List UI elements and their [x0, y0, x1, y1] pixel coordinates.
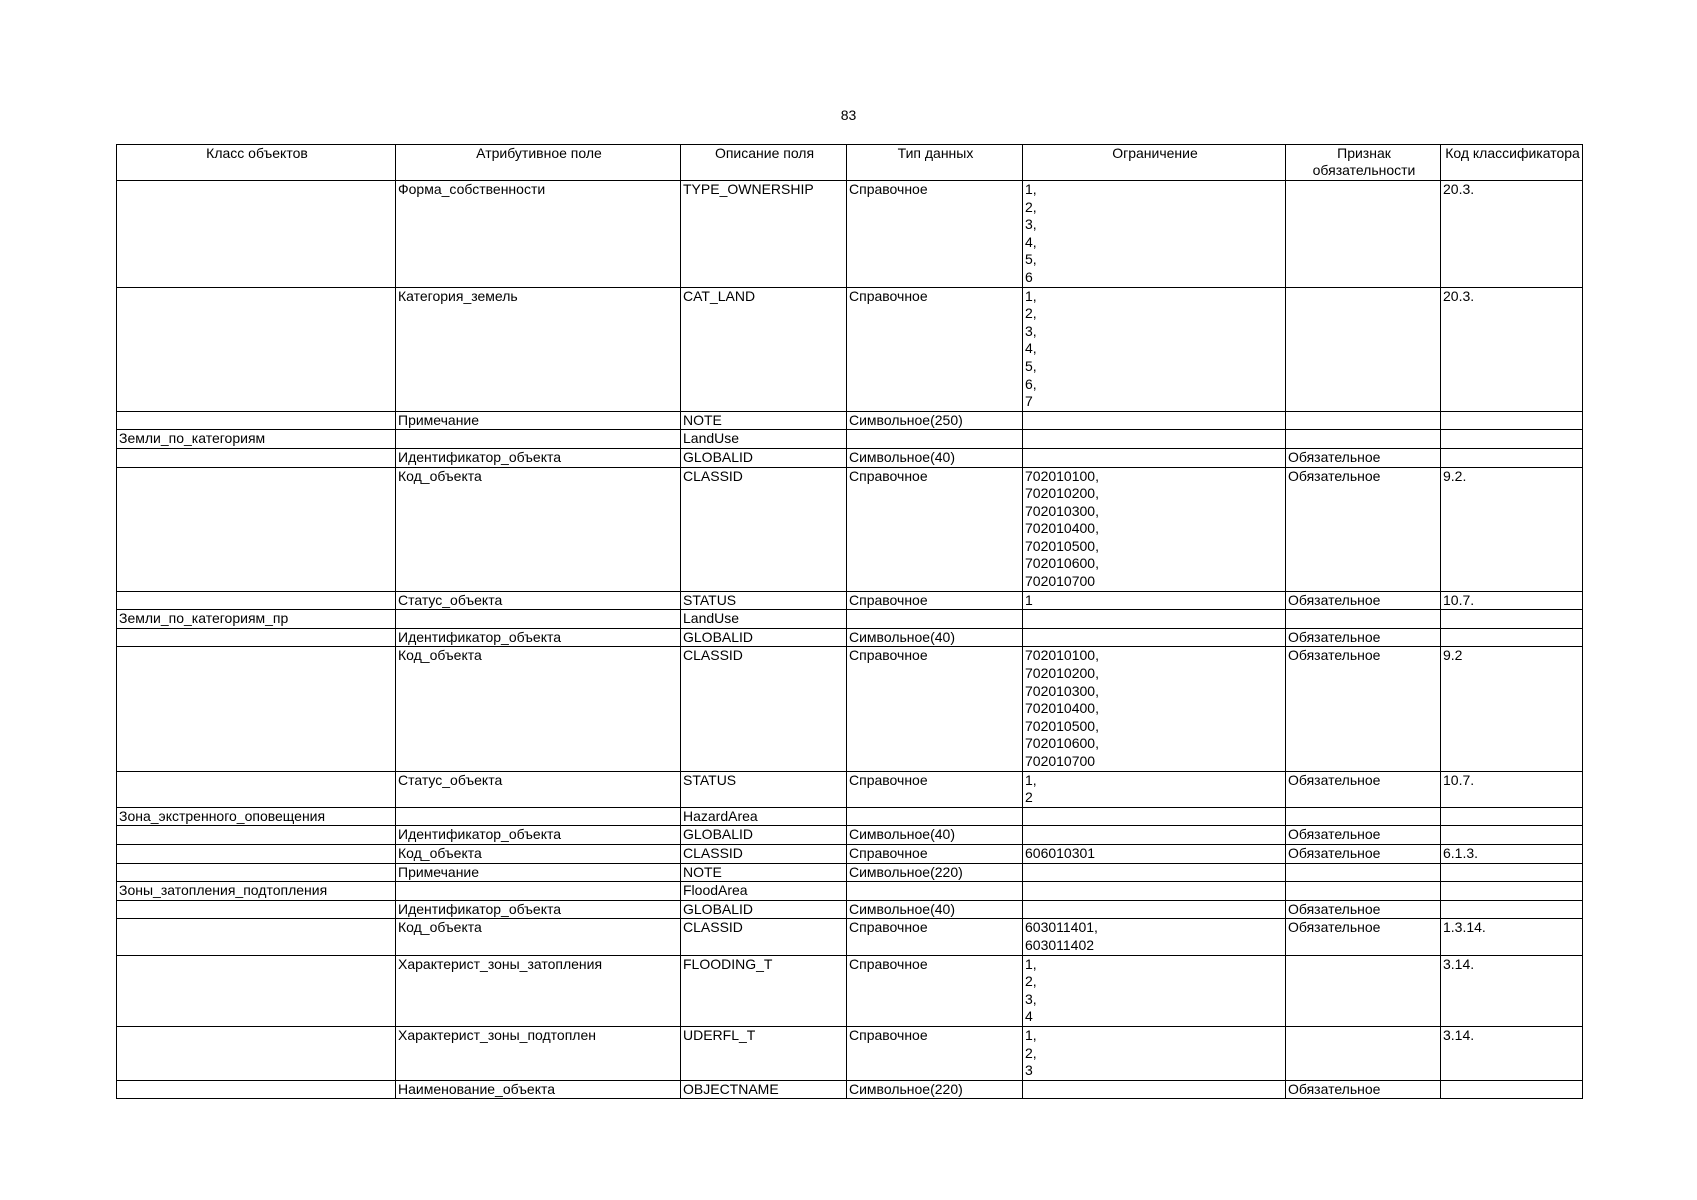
table-row: [117, 181, 1583, 288]
classifier-code-cell: 10.7.: [1441, 771, 1583, 807]
classifier-code-cell: 1.3.14.: [1441, 919, 1583, 955]
table-row: [117, 430, 1583, 449]
classifier-code-cell: [1441, 430, 1583, 449]
classifier-code-cell: 6.1.3.: [1441, 844, 1583, 863]
table-row: [117, 448, 1583, 467]
description-cell: STATUS: [681, 591, 847, 610]
classifier-code-cell: 20.3.: [1441, 181, 1583, 288]
data-type-cell: Справочное: [847, 1026, 1023, 1080]
description-cell: CLASSID: [681, 844, 847, 863]
description-cell: FLOODING_T: [681, 955, 847, 1026]
classifier-code-cell: [1441, 826, 1583, 845]
column-header-classifier-code: Код классификатора: [1441, 145, 1583, 181]
class-cell: [117, 287, 396, 411]
classifier-code-cell: 9.2.: [1441, 467, 1583, 591]
attribute-cell: [396, 430, 681, 449]
data-type-cell: Символьное(40): [847, 628, 1023, 647]
data-type-cell: [847, 430, 1023, 449]
class-cell: [117, 826, 396, 845]
table-row: [117, 1026, 1583, 1080]
data-type-cell: Символьное(40): [847, 900, 1023, 919]
required-cell: Обязательное: [1286, 900, 1441, 919]
class-cell: [117, 181, 396, 288]
attribute-cell: [396, 882, 681, 901]
constraint-cell: [1023, 430, 1286, 449]
classifier-code-cell: [1441, 448, 1583, 467]
description-cell: CLASSID: [681, 919, 847, 955]
required-cell: Обязательное: [1286, 647, 1441, 771]
data-type-cell: Справочное: [847, 844, 1023, 863]
data-type-cell: [847, 610, 1023, 629]
class-cell: [117, 591, 396, 610]
attribute-cell: Идентификатор_объекта: [396, 628, 681, 647]
attribute-cell: [396, 610, 681, 629]
class-cell: [117, 448, 396, 467]
description-cell: UDERFL_T: [681, 1026, 847, 1080]
class-cell: [117, 844, 396, 863]
table-row: [117, 411, 1583, 430]
constraint-cell: [1023, 863, 1286, 882]
class-cell: Зоны_затопления_подтопления: [117, 882, 396, 901]
data-type-cell: Символьное(220): [847, 863, 1023, 882]
description-cell: GLOBALID: [681, 900, 847, 919]
class-cell: [117, 863, 396, 882]
description-cell: FloodArea: [681, 882, 847, 901]
classifier-code-cell: 3.14.: [1441, 955, 1583, 1026]
attribute-table: [116, 144, 1583, 1099]
attribute-cell: Идентификатор_объекта: [396, 900, 681, 919]
required-cell: [1286, 955, 1441, 1026]
description-cell: GLOBALID: [681, 628, 847, 647]
column-header-data-type: Тип данных: [847, 145, 1023, 181]
constraint-cell: 603011401, 603011402: [1023, 919, 1286, 955]
class-cell: Земли_по_категориям: [117, 430, 396, 449]
constraint-cell: [1023, 628, 1286, 647]
constraint-cell: [1023, 882, 1286, 901]
table-row: [117, 919, 1583, 955]
data-type-cell: Справочное: [847, 287, 1023, 411]
data-type-cell: Справочное: [847, 467, 1023, 591]
data-type-cell: Справочное: [847, 647, 1023, 771]
description-cell: GLOBALID: [681, 826, 847, 845]
table-body: [117, 181, 1583, 1099]
required-cell: [1286, 610, 1441, 629]
required-cell: Обязательное: [1286, 628, 1441, 647]
required-cell: Обязательное: [1286, 591, 1441, 610]
classifier-code-cell: [1441, 411, 1583, 430]
table-row: [117, 610, 1583, 629]
required-cell: Обязательное: [1286, 448, 1441, 467]
description-cell: CLASSID: [681, 467, 847, 591]
attribute-cell: Код_объекта: [396, 647, 681, 771]
description-cell: LandUse: [681, 430, 847, 449]
constraint-cell: 1, 2: [1023, 771, 1286, 807]
class-cell: Земли_по_категориям_пр: [117, 610, 396, 629]
required-cell: Обязательное: [1286, 919, 1441, 955]
required-cell: [1286, 882, 1441, 901]
constraint-cell: 606010301: [1023, 844, 1286, 863]
required-cell: Обязательное: [1286, 771, 1441, 807]
description-cell: TYPE_OWNERSHIP: [681, 181, 847, 288]
page-number: 83: [840, 107, 857, 123]
data-type-cell: Справочное: [847, 919, 1023, 955]
table-row: [117, 1080, 1583, 1099]
table-row: [117, 844, 1583, 863]
data-type-cell: Символьное(40): [847, 448, 1023, 467]
constraint-cell: 1, 2, 3, 4: [1023, 955, 1286, 1026]
table-row: [117, 882, 1583, 901]
table-row: [117, 287, 1583, 411]
column-header-description: Описание поля: [681, 145, 847, 181]
data-type-cell: Справочное: [847, 955, 1023, 1026]
description-cell: NOTE: [681, 411, 847, 430]
classifier-code-cell: 10.7.: [1441, 591, 1583, 610]
table-row: [117, 863, 1583, 882]
data-type-cell: Справочное: [847, 591, 1023, 610]
classifier-code-cell: [1441, 882, 1583, 901]
attribute-cell: Наименование_объекта: [396, 1080, 681, 1099]
table-row: [117, 807, 1583, 826]
classifier-code-cell: [1441, 863, 1583, 882]
attribute-cell: Идентификатор_объекта: [396, 448, 681, 467]
description-cell: STATUS: [681, 771, 847, 807]
required-cell: Обязательное: [1286, 826, 1441, 845]
classifier-code-cell: 9.2: [1441, 647, 1583, 771]
required-cell: [1286, 807, 1441, 826]
column-header-constraint: Ограничение: [1023, 145, 1286, 181]
description-cell: GLOBALID: [681, 448, 847, 467]
description-cell: OBJECTNAME: [681, 1080, 847, 1099]
column-header-attribute: Атрибутивное поле: [396, 145, 681, 181]
class-cell: [117, 1080, 396, 1099]
required-cell: [1286, 1026, 1441, 1080]
required-cell: [1286, 181, 1441, 288]
constraint-cell: 1: [1023, 591, 1286, 610]
classifier-code-cell: 3.14.: [1441, 1026, 1583, 1080]
data-type-cell: Справочное: [847, 181, 1023, 288]
attribute-cell: [396, 807, 681, 826]
constraint-cell: [1023, 411, 1286, 430]
class-cell: [117, 955, 396, 1026]
classifier-code-cell: [1441, 628, 1583, 647]
class-cell: [117, 900, 396, 919]
table-row: [117, 771, 1583, 807]
table-row: [117, 647, 1583, 771]
constraint-cell: [1023, 826, 1286, 845]
required-cell: Обязательное: [1286, 1080, 1441, 1099]
table-row: [117, 467, 1583, 591]
constraint-cell: 702010100, 702010200, 702010300, 702010400, 702010500, 702010600, 702010700: [1023, 467, 1286, 591]
column-header-required: Признак обязательности: [1286, 145, 1441, 181]
attribute-cell: Характерист_зоны_затопления: [396, 955, 681, 1026]
class-cell: [117, 771, 396, 807]
class-cell: [117, 919, 396, 955]
attribute-cell: Характерист_зоны_подтоплен: [396, 1026, 681, 1080]
attribute-cell: Статус_объекта: [396, 771, 681, 807]
required-cell: [1286, 863, 1441, 882]
class-cell: [117, 1026, 396, 1080]
table-row: [117, 955, 1583, 1026]
constraint-cell: [1023, 610, 1286, 629]
constraint-cell: [1023, 1080, 1286, 1099]
table-row: [117, 900, 1583, 919]
attribute-cell: Примечание: [396, 411, 681, 430]
classifier-code-cell: [1441, 807, 1583, 826]
constraint-cell: 1, 2, 3, 4, 5, 6: [1023, 181, 1286, 288]
attribute-cell: Код_объекта: [396, 844, 681, 863]
table-header-row: [117, 145, 1583, 181]
table-row: [117, 591, 1583, 610]
data-type-cell: [847, 882, 1023, 901]
constraint-cell: [1023, 448, 1286, 467]
classifier-code-cell: 20.3.: [1441, 287, 1583, 411]
required-cell: Обязательное: [1286, 844, 1441, 863]
description-cell: CAT_LAND: [681, 287, 847, 411]
classifier-code-cell: [1441, 900, 1583, 919]
class-cell: Зона_экстренного_оповещения: [117, 807, 396, 826]
description-cell: CLASSID: [681, 647, 847, 771]
attribute-cell: Код_объекта: [396, 467, 681, 591]
constraint-cell: [1023, 807, 1286, 826]
constraint-cell: 1, 2, 3, 4, 5, 6, 7: [1023, 287, 1286, 411]
data-type-cell: Справочное: [847, 771, 1023, 807]
attribute-cell: Примечание: [396, 863, 681, 882]
classifier-code-cell: [1441, 1080, 1583, 1099]
attribute-cell: Категория_земель: [396, 287, 681, 411]
attribute-cell: Код_объекта: [396, 919, 681, 955]
class-cell: [117, 628, 396, 647]
table-row: [117, 628, 1583, 647]
attribute-cell: Форма_собственности: [396, 181, 681, 288]
required-cell: [1286, 287, 1441, 411]
data-type-cell: Символьное(40): [847, 826, 1023, 845]
data-type-cell: [847, 807, 1023, 826]
constraint-cell: [1023, 900, 1286, 919]
description-cell: NOTE: [681, 863, 847, 882]
attribute-cell: Статус_объекта: [396, 591, 681, 610]
class-cell: [117, 411, 396, 430]
description-cell: HazardArea: [681, 807, 847, 826]
classifier-code-cell: [1441, 610, 1583, 629]
constraint-cell: 1, 2, 3: [1023, 1026, 1286, 1080]
required-cell: Обязательное: [1286, 467, 1441, 591]
column-header-class: Класс объектов: [117, 145, 396, 181]
description-cell: LandUse: [681, 610, 847, 629]
data-type-cell: Символьное(250): [847, 411, 1023, 430]
data-type-cell: Символьное(220): [847, 1080, 1023, 1099]
constraint-cell: 702010100, 702010200, 702010300, 702010400, 702010500, 702010600, 702010700: [1023, 647, 1286, 771]
table-row: [117, 826, 1583, 845]
required-cell: [1286, 430, 1441, 449]
class-cell: [117, 647, 396, 771]
attribute-cell: Идентификатор_объекта: [396, 826, 681, 845]
required-cell: [1286, 411, 1441, 430]
class-cell: [117, 467, 396, 591]
